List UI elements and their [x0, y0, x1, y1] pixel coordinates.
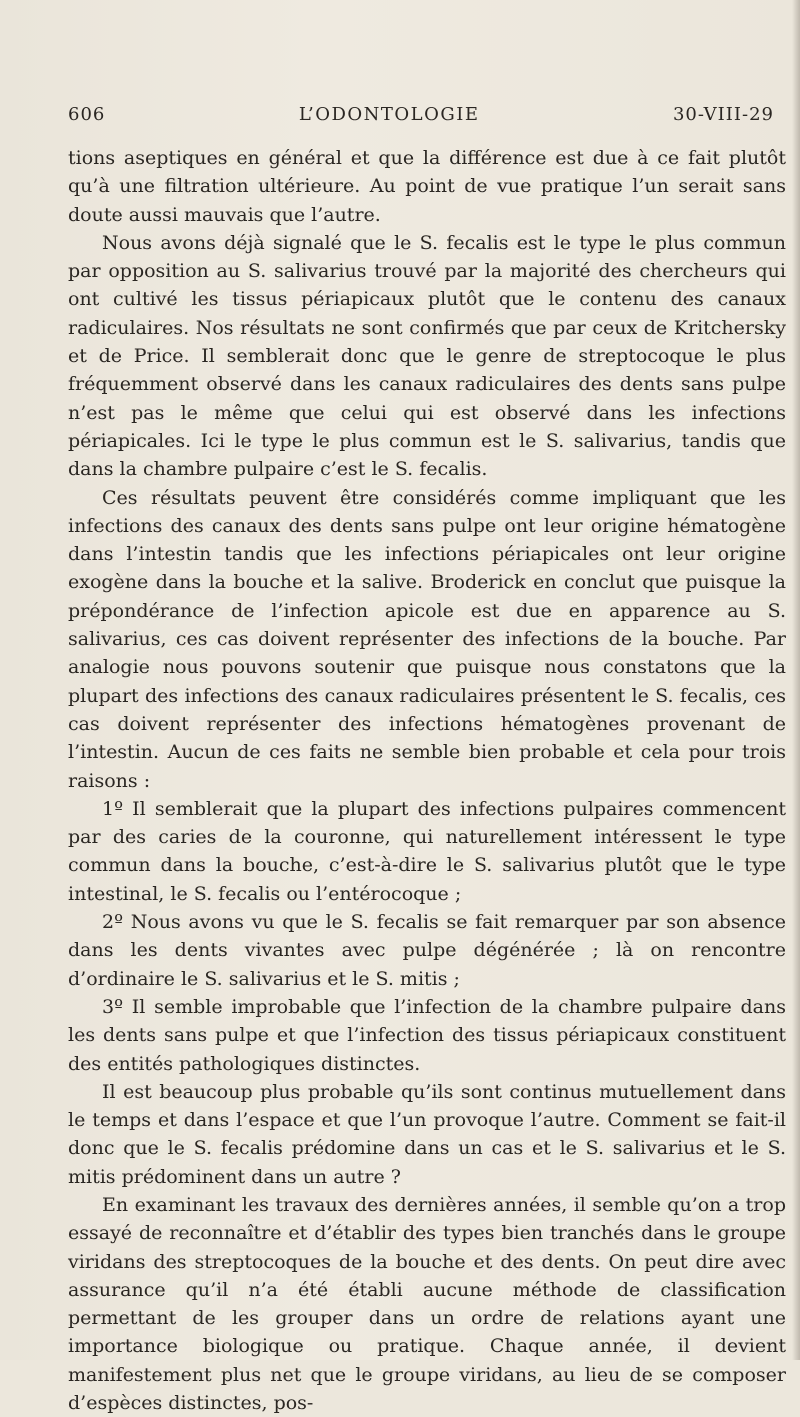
- page-number: 606: [68, 104, 106, 125]
- paragraph: Il est beaucoup plus probable qu’ils sont continus mutuellement dans le temps et dans l’espace et que l’un provoque l’autre. Comment se fait-il donc que le S. fecalis prédomine dans un cas et le S. salivarius et le S. mitis prédominent dans un autre ?: [68, 1080, 786, 1188]
- paragraph-continued: tions aseptiques en général et que la différence est due à ce fait plutôt qu’à une filtration ultérieure. Au point de vue pratique l’un serait sans doute aussi mauvais que l’autre.: [68, 147, 786, 226]
- page-edge-shadow: [792, 0, 800, 1360]
- numbered-reason-3: 3º Il semble improbable que l’infection de la chambre pulpaire dans les dents sans pulpe et que l’infection des tissus périapicaux constituent des entités pathologiques distinctes.: [68, 995, 786, 1075]
- text-body: [68, 144, 786, 1417]
- numbered-reason-2: 2º Nous avons vu que le S. fecalis se fait remarquer par son absence dans les dents vivantes avec pulpe dégénérée ; là on rencontre d’ordinaire le S. salivarius et le S. mitis ;: [68, 911, 786, 990]
- journal-title: L’ODONTOLOGIE: [298, 104, 480, 125]
- numbered-reason-1: 1º Il semblerait que la plupart des infections pulpaires commencent par des caries de la couronne, qui naturellement intéressent le type commun dans la bouche, c’est-à-dire le S. salivarius plutôt que le type intestinal, le S. fecalis ou l’entérocoque ;: [68, 797, 786, 905]
- paragraph: En examinant les travaux des dernières années, il semble qu’on a trop essayé de reconnaître et d’établir des types bien tranchés dans le groupe viridans des streptocoques de la bouche et des dents. On peut dire avec assurance qu’il n’a été établi aucune méthode de classification permettant de les grouper dans un ordre de relations ayant une importance biologique ou pratique. Chaque année, il devient manifestement plus net que le groupe viridans, au lieu de se composer d’espèces distinctes, pos-: [68, 1193, 786, 1415]
- paragraph: Ces résultats peuvent être considérés comme impliquant que les infections des canaux des dents sans pulpe ont leur origine hématogène dans l’intestin tandis que les infections périapicales ont leur origine exogène dans la bouche et la salive. Broderick en conclut que puisque la prépondérance de l’infection apicole est due en apparence au S. salivarius, ces cas doivent représenter des infections de la bouche. Par analogie nous pouvons soutenir que puisque nous constatons que la plupart des infections des canaux radiculaires présentent le S. fecalis, ces cas doivent représenter des infections hématogènes provenant de l’intestin. Aucun de ces faits ne semble bien probable et cela pour trois raisons :: [68, 486, 786, 792]
- issue-date: 30-VIII-29: [672, 104, 774, 125]
- running-header: [68, 104, 774, 125]
- paragraph: Nous avons déjà signalé que le S. fecalis est le type le plus commun par opposition au S. salivarius trouvé par la majorité des chercheurs qui ont cultivé les tissus périapicaux plutôt que le contenu des canaux radiculaires. Nos résultats ne sont confirmés que par ceux de Kritchersky et de Price. Il semblerait donc que le genre de streptocoque le plus fréquemment observé dans les canaux radiculaires des dents sans pulpe n’est pas le même que celui qui est observé dans les infections périapicales. Ici le type le plus commun est le S. salivarius, tandis que dans la chambre pulpaire c’est le S. fecalis.: [68, 231, 786, 481]
